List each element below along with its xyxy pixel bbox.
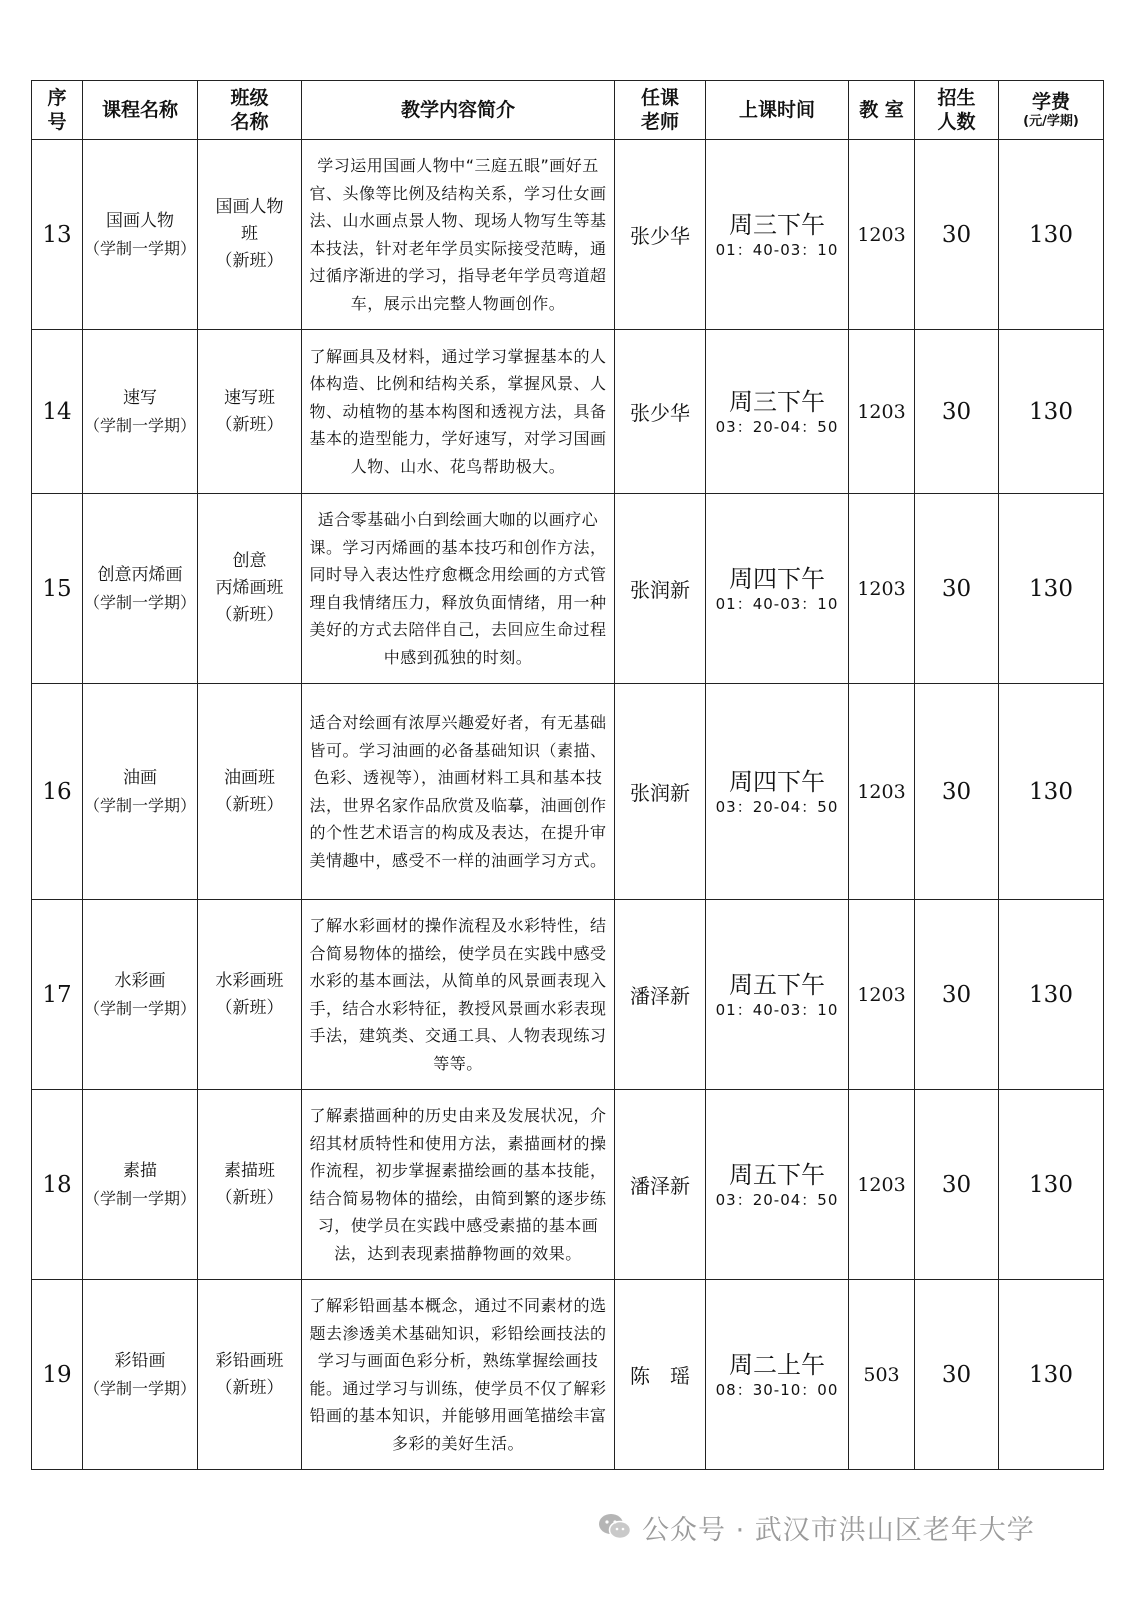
tuition-fee: 130 [999, 1280, 1104, 1470]
teacher-name: 陈 瑶 [615, 1280, 706, 1470]
teacher-name: 潘泽新 [615, 1090, 706, 1280]
teacher-name: 潘泽新 [615, 900, 706, 1090]
course-description: 了解素描画种的历史由来及发展状况，介绍其材质特性和使用方法，素描画材的操作流程，初步掌握素描绘画的基本技能，结合简易物体的描绘，由简到繁的逐步练习，使学员在实践中感受素描的基本画法，达到表现素描静物画的效果。 [302, 1090, 615, 1280]
classroom: 1203 [849, 494, 915, 684]
class-time-cell [706, 140, 849, 330]
tuition-fee: 130 [999, 494, 1104, 684]
course-description: 了解彩铅画基本概念，通过不同素材的选题去渗透美术基础知识，彩铅绘画技法的学习与画面色彩分析，熟练掌握绘画技能。通过学习与训练，使学员不仅了解彩铅画的基本知识，并能够用画笔描绘丰富多彩的美好生活。 [302, 1280, 615, 1470]
table-row [32, 1280, 1104, 1470]
row-number: 15 [32, 494, 83, 684]
course-rows [32, 140, 1104, 1470]
classroom: 503 [849, 1280, 915, 1470]
class-day: 周四下午 [729, 564, 825, 593]
header-row [32, 81, 1104, 140]
class-hours: 01：40-03：10 [715, 1000, 839, 1019]
course-description: 学习运用国画人物中“三庭五眼”画好五官、头像等比例及结构关系，学习仕女画法、山水画点景人物、现场人物写生等基本技法，针对老年学员实际接受范畴，通过循序渐进的学习，指导老年学员弯道超车，展示出完整人物画创作。 [302, 140, 615, 330]
course-description: 适合对绘画有浓厚兴趣爱好者，有无基础皆可。学习油画的必备基础知识（素描、色彩、透视等），油画材料工具和基本技法，世界名家作品欣赏及临摹，油画创作的个性艺术语言的构成及表达，在提升审美情趣中，感受不一样的油画学习方式。 [302, 684, 615, 900]
class-name-cell [198, 140, 302, 330]
row-number: 14 [32, 330, 83, 494]
classroom: 1203 [849, 684, 915, 900]
header-quota: 招生 人数 [915, 81, 999, 140]
enrollment-quota: 30 [915, 140, 999, 330]
course-duration: （学制一学期） [83, 238, 196, 258]
class-time-cell [706, 1280, 849, 1470]
watermark-text: 公众号 · 武汉市洪山区老年大学 [642, 1514, 1035, 1546]
class-name-line: 水彩画班 [215, 970, 284, 991]
class-name-cell [198, 330, 302, 494]
tuition-fee: 130 [999, 1090, 1104, 1280]
class-hours: 01：40-03：10 [715, 594, 839, 613]
table-row [32, 140, 1104, 330]
course-description: 了解水彩画材的操作流程及水彩特性，结合简易物体的描绘，使学员在实践中感受水彩的基本画法，从简单的风景画表现入手，结合水彩特征，教授风景画水彩表现手法，建筑类、交通工具、人物表现练习等等。 [302, 900, 615, 1090]
course-duration: （学制一学期） [83, 1378, 196, 1398]
teacher-name: 张润新 [615, 494, 706, 684]
enrollment-quota: 30 [915, 684, 999, 900]
table-row [32, 1090, 1104, 1280]
class-day: 周三下午 [729, 387, 825, 416]
class-time-cell [706, 900, 849, 1090]
course-description: 适合零基础小白到绘画大咖的以画疗心课。学习丙烯画的基本技巧和创作方法，同时导入表达性疗愈概念用绘画的方式管理自我情绪压力，释放负面情绪，用一种美好的方式去陪伴自己，去回应生命过程中感到孤独的时刻。 [302, 494, 615, 684]
course-name: 水彩画 [114, 970, 166, 991]
header-index: 序 号 [32, 81, 83, 140]
class-name-line: 国画人物 [215, 197, 284, 217]
table-row [32, 330, 1104, 494]
table-row [32, 900, 1104, 1090]
row-number: 17 [32, 900, 83, 1090]
class-name-line: 彩铅画班 [215, 1350, 284, 1371]
watermark [598, 1507, 1035, 1547]
class-day: 周五下午 [729, 970, 825, 999]
class-name-line: （新班） [215, 251, 284, 271]
course-name-cell [83, 140, 198, 330]
header-time: 上课时间 [706, 81, 849, 140]
tuition-fee: 130 [999, 900, 1104, 1090]
enrollment-quota: 30 [915, 1090, 999, 1280]
header-room: 教 室 [849, 81, 915, 140]
header-description: 教学内容简介 [302, 81, 615, 140]
course-table [31, 80, 1104, 1470]
class-name-cell [198, 494, 302, 684]
teacher-name: 张少华 [615, 330, 706, 494]
course-name: 油画 [123, 767, 157, 788]
wechat-icon [598, 1512, 632, 1542]
course-name-cell [83, 1280, 198, 1470]
class-hours: 08：30-10：00 [715, 1380, 839, 1399]
teacher-name: 张润新 [615, 684, 706, 900]
class-name-cell [198, 900, 302, 1090]
class-name-line: 创意 [232, 551, 267, 571]
class-day: 周三下午 [729, 210, 825, 239]
course-duration: （学制一学期） [83, 998, 196, 1018]
classroom: 1203 [849, 1090, 915, 1280]
class-name-cell [198, 684, 302, 900]
row-number: 13 [32, 140, 83, 330]
enrollment-quota: 30 [915, 900, 999, 1090]
course-name-cell [83, 1090, 198, 1280]
class-name-cell [198, 1280, 302, 1470]
class-day: 周二上午 [729, 1350, 825, 1379]
tuition-fee: 130 [999, 140, 1104, 330]
header-course: 课程名称 [83, 81, 198, 140]
class-day: 周四下午 [729, 767, 825, 796]
class-name-line: 班 [241, 224, 258, 244]
table-row [32, 684, 1104, 900]
tuition-fee: 130 [999, 330, 1104, 494]
class-time-cell [706, 494, 849, 684]
class-name-line: （新班） [215, 414, 284, 435]
class-name-line: （新班） [215, 605, 284, 625]
course-duration: （学制一学期） [83, 415, 196, 435]
course-duration: （学制一学期） [83, 592, 196, 612]
row-number: 19 [32, 1280, 83, 1470]
course-name-cell [83, 330, 198, 494]
class-name-line: 速写班 [224, 387, 275, 408]
course-description: 了解画具及材料，通过学习掌握基本的人体构造、比例和结构关系，掌握风景、人物、动植物的基本构图和透视方法，具备基本的造型能力，学好速写，对学习国画人物、山水、花鸟帮助极大。 [302, 330, 615, 494]
row-number: 16 [32, 684, 83, 900]
header-teacher: 任课 老师 [615, 81, 706, 140]
classroom: 1203 [849, 330, 915, 494]
class-time-cell [706, 684, 849, 900]
enrollment-quota: 30 [915, 494, 999, 684]
class-hours: 03：20-04：50 [715, 417, 839, 436]
tuition-fee: 130 [999, 684, 1104, 900]
header-fee: 学费 (元/学期) [999, 81, 1104, 140]
class-name-line: （新班） [215, 794, 284, 815]
class-name-line: （新班） [215, 1187, 284, 1208]
course-name: 速写 [123, 387, 157, 408]
classroom: 1203 [849, 900, 915, 1090]
course-name-cell [83, 494, 198, 684]
class-name-cell [198, 1090, 302, 1280]
header-class: 班级 名称 [198, 81, 302, 140]
class-hours: 03：20-04：50 [715, 1190, 839, 1209]
class-hours: 03：20-04：50 [715, 797, 839, 816]
class-name-line: 丙烯画班 [215, 578, 284, 598]
teacher-name: 张少华 [615, 140, 706, 330]
course-duration: （学制一学期） [83, 795, 196, 815]
class-time-cell [706, 330, 849, 494]
enrollment-quota: 30 [915, 330, 999, 494]
class-name-line: （新班） [215, 997, 284, 1018]
classroom: 1203 [849, 140, 915, 330]
course-name: 国画人物 [106, 210, 174, 231]
enrollment-quota: 30 [915, 1280, 999, 1470]
class-hours: 01：40-03：10 [715, 240, 839, 259]
course-duration: （学制一学期） [83, 1188, 196, 1208]
course-name: 彩铅画 [114, 1350, 166, 1371]
class-name-line: 油画班 [224, 767, 275, 788]
row-number: 18 [32, 1090, 83, 1280]
class-name-line: （新班） [215, 1377, 284, 1398]
table-row [32, 494, 1104, 684]
course-name-cell [83, 684, 198, 900]
course-name: 素描 [123, 1160, 157, 1181]
course-name: 创意丙烯画 [97, 564, 183, 585]
class-time-cell [706, 1090, 849, 1280]
class-day: 周五下午 [729, 1160, 825, 1189]
class-name-line: 素描班 [224, 1160, 275, 1181]
course-name-cell [83, 900, 198, 1090]
